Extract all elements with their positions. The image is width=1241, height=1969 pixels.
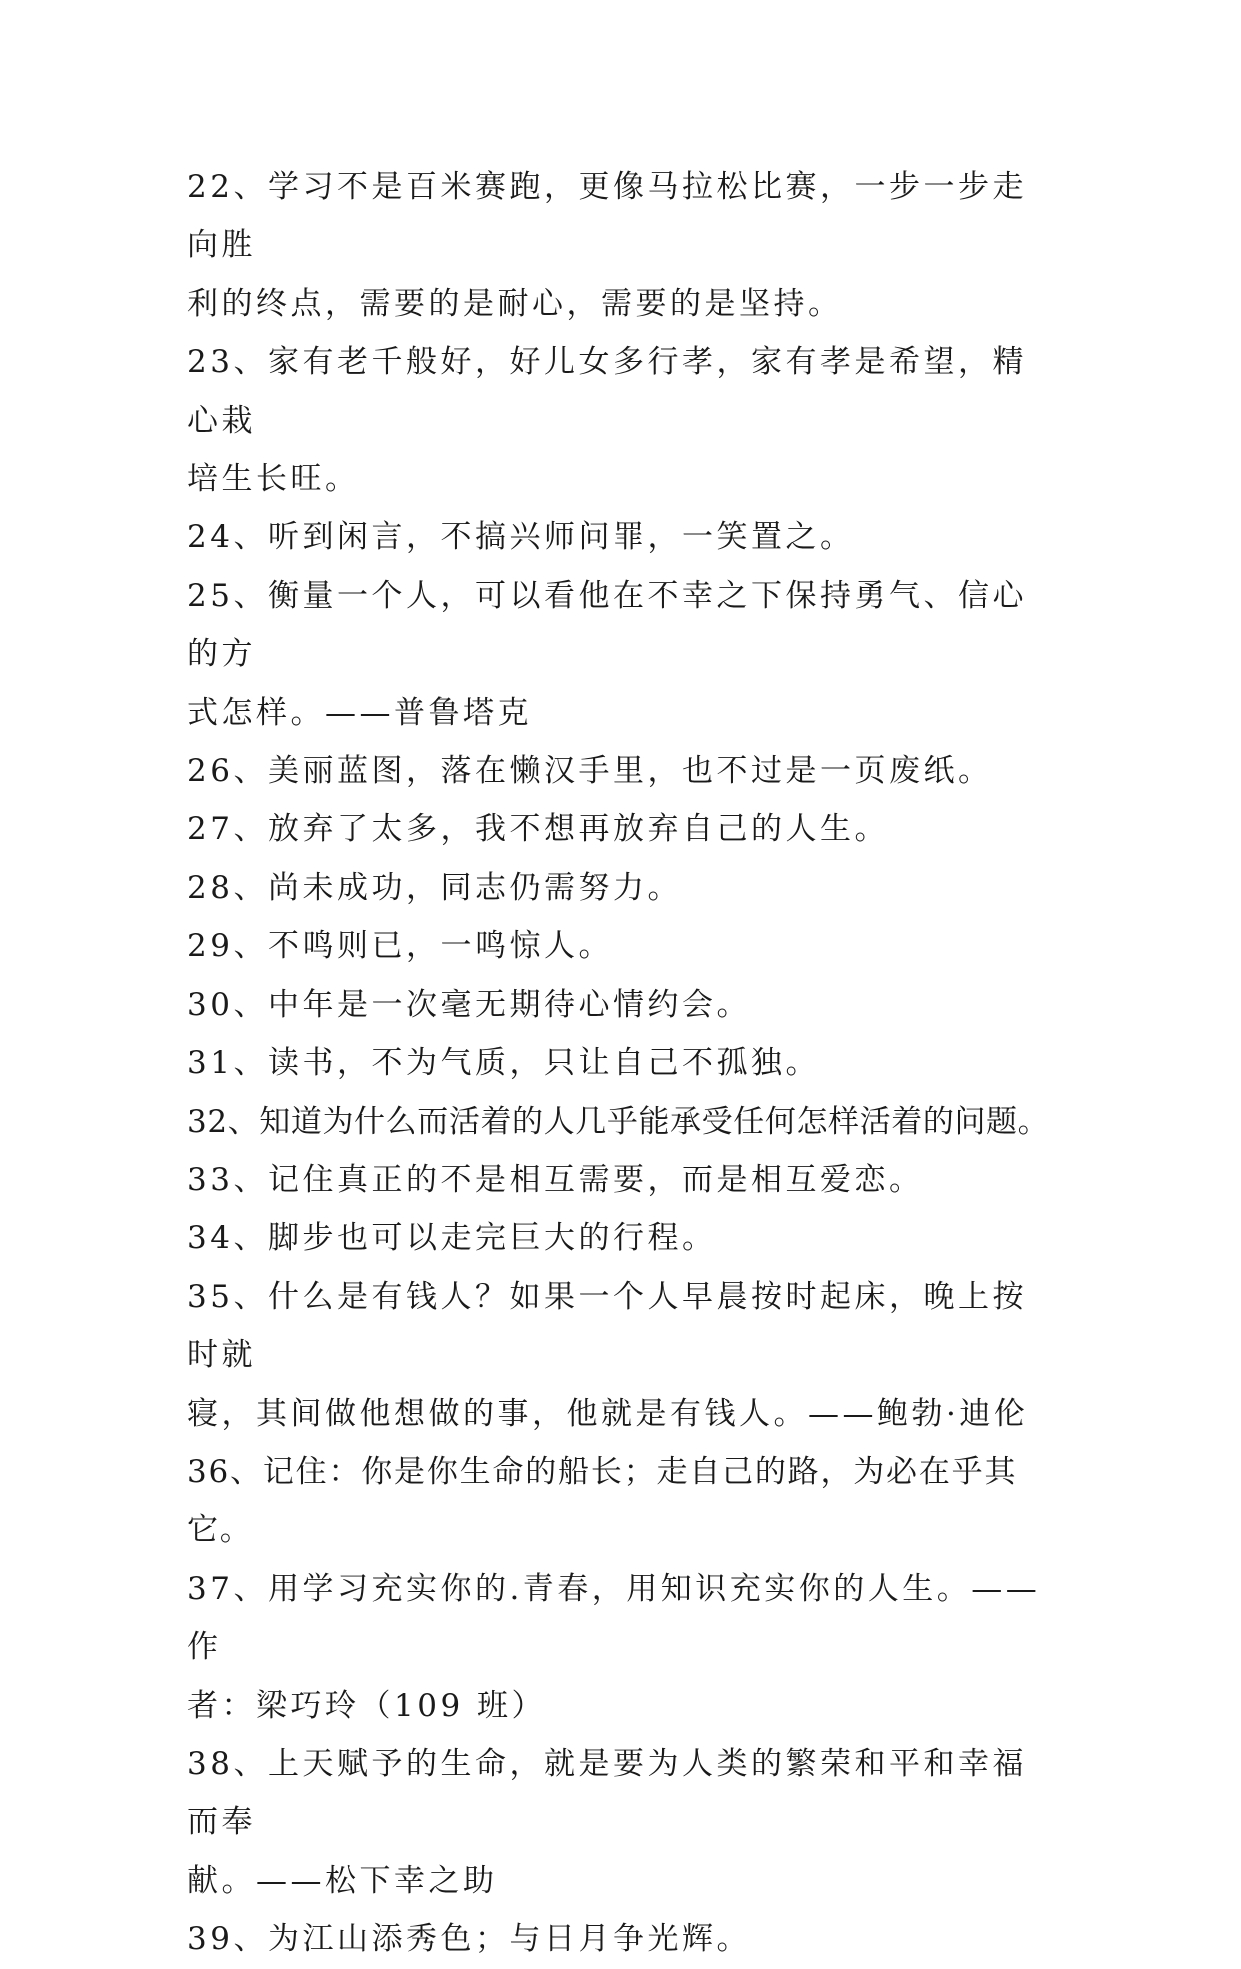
text-line: 献。——松下幸之助: [187, 1862, 498, 1899]
text-line: 28、尚未成功，同志仍需努力。: [187, 869, 682, 906]
text-line: 者：梁巧玲（109 班）: [187, 1687, 547, 1724]
text-line: 33、记住真正的不是相互需要，而是相互爱恋。: [187, 1161, 924, 1198]
text-line: 24、听到闲言，不搞兴师问罪，一笑置之。: [187, 519, 855, 556]
text-line: 38、上天赋予的生命，就是要为人类的繁荣和平和幸福而奉: [187, 1745, 1027, 1841]
text-line: 32、知道为什么而活着的人几乎能承受任何怎样活着的问题。: [187, 1103, 1050, 1140]
list-item-29: [187, 917, 1057, 975]
list-item-37: [187, 1560, 1057, 1735]
text-line: 22、学习不是百米赛跑，更像马拉松比赛，一步一步走向胜: [187, 169, 1027, 264]
list-item-27: [187, 800, 1057, 858]
document-body: [187, 158, 1057, 1969]
list-item-35: [187, 1268, 1057, 1443]
text-line: 寝，其间做他想做的事，他就是有钱人。——鲍勃·迪伦: [187, 1395, 1029, 1432]
list-item-23: [187, 333, 1057, 508]
text-line: 利的终点，需要的是耐心，需要的是坚持。: [187, 285, 843, 322]
list-item-26: [187, 742, 1057, 800]
text-line: 27、放弃了太多，我不想再放弃自己的人生。: [187, 811, 889, 848]
text-line: 26、美丽蓝图，落在懒汉手里，也不过是一页废纸。: [187, 753, 993, 790]
list-item-39: [187, 1910, 1057, 1968]
list-item-34: [187, 1209, 1057, 1267]
text-line: 23、家有老千般好，好儿女多行孝，家有孝是希望，精心栽: [187, 344, 1027, 439]
text-line: 25、衡量一个人，可以看他在不幸之下保持勇气、信心的方: [187, 577, 1027, 673]
text-line: 35、什么是有钱人？如果一个人早晨按时起床，晚上按时就: [187, 1278, 1027, 1374]
list-item-31: [187, 1034, 1057, 1092]
text-line: 39、为江山添秀色；与日月争光辉。: [187, 1921, 751, 1958]
text-line: 式怎样。——普鲁塔克: [187, 694, 532, 731]
text-line: 30、中年是一次毫无期待心情约会。: [187, 986, 751, 1023]
list-item-28: [187, 859, 1057, 917]
text-line: 29、不鸣则已，一鸣惊人。: [187, 928, 613, 965]
list-item-32: [187, 1093, 1057, 1151]
list-item-22: [187, 158, 1057, 333]
text-line: 31、读书，不为气质，只让自己不孤独。: [187, 1045, 820, 1082]
list-item-38: [187, 1735, 1057, 1910]
list-item-30: [187, 976, 1057, 1034]
text-line: 34、脚步也可以走完巨大的行程。: [187, 1220, 717, 1257]
text-line: 37、用学习充实你的.青春，用知识充实你的人生。——作: [187, 1570, 1041, 1666]
list-item-24: [187, 508, 1057, 566]
text-line: 培生长旺。: [187, 461, 360, 498]
list-item-25: [187, 567, 1057, 742]
list-item-36: [187, 1443, 1057, 1560]
list-item-33: [187, 1151, 1057, 1209]
text-line: 36、记住：你是你生命的船长；走自己的路，为必在乎其它。: [187, 1453, 1018, 1549]
